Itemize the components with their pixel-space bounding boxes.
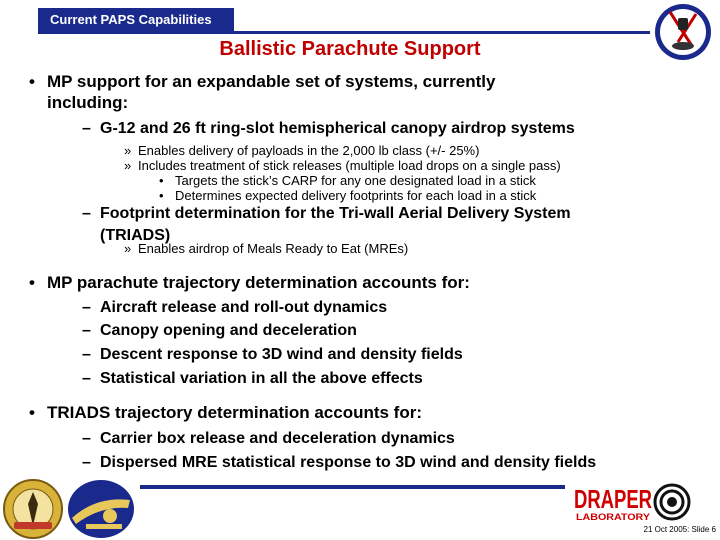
natick-soldier-center-icon bbox=[66, 478, 136, 540]
bullet-glyph: • bbox=[159, 173, 164, 188]
dash-glyph: – bbox=[82, 370, 91, 387]
subbullet-text: Carrier box release and deceleration dynamics bbox=[100, 430, 455, 447]
detail-payload-class bbox=[124, 143, 480, 158]
subbullet-text-line: (TRIADS) bbox=[100, 227, 171, 244]
dash-glyph: – bbox=[82, 299, 91, 316]
detail-text: Determines expected delivery footprints for each load in a stick bbox=[175, 188, 537, 203]
bullet-text: MP parachute trajectory determination accounts for: bbox=[47, 273, 470, 292]
draper-laboratory-logo bbox=[572, 482, 692, 524]
subbullet-item bbox=[82, 320, 357, 342]
dash-glyph: – bbox=[82, 322, 91, 339]
subbullet-text: Aircraft release and roll-out dynamics bbox=[100, 299, 388, 316]
header-tab: Current PAPS Capabilities bbox=[38, 8, 234, 31]
subbullet-item bbox=[82, 368, 423, 390]
bullet-text: TRIADS trajectory determination accounts for: bbox=[47, 403, 423, 422]
bullet-glyph: • bbox=[159, 188, 164, 203]
subbullet-text: G-12 and 26 ft ring-slot hemispherical canopy airdrop systems bbox=[100, 120, 575, 137]
subbullet-g12-canopy bbox=[82, 118, 575, 140]
chevron-glyph: » bbox=[124, 158, 132, 173]
dash-glyph: – bbox=[82, 205, 91, 222]
subbullet-text: Descent response to 3D wind and density fields bbox=[100, 346, 463, 363]
subbullet-item bbox=[82, 452, 597, 474]
detail-mre bbox=[124, 241, 409, 256]
dash-glyph: – bbox=[82, 454, 91, 471]
chevron-glyph: » bbox=[124, 241, 132, 256]
subbullet-text: Statistical variation in all the above effects bbox=[100, 370, 423, 387]
slide-title: Ballistic Parachute Support bbox=[219, 38, 481, 60]
chevron-glyph: » bbox=[124, 143, 132, 158]
detail-stick-releases bbox=[124, 158, 561, 173]
subbullet-item bbox=[82, 428, 455, 450]
bullet-mp-support bbox=[29, 71, 496, 113]
target-rings-icon bbox=[655, 485, 689, 519]
slide-footer: 21 Oct 2005: Slide 6 bbox=[643, 525, 716, 534]
dash-glyph: – bbox=[82, 120, 91, 137]
detail-text: Enables airdrop of Meals Ready to Eat (MREs) bbox=[138, 241, 409, 256]
dash-glyph: – bbox=[82, 346, 91, 363]
bullet-glyph: • bbox=[29, 273, 35, 292]
dash-glyph: – bbox=[82, 430, 91, 447]
subbullet-item bbox=[82, 344, 463, 366]
detail-text: Enables delivery of payloads in the 2,000 lb class (+/- 25%) bbox=[138, 143, 480, 158]
bullet-glyph: • bbox=[29, 72, 35, 91]
bullet-mp-trajectory bbox=[29, 272, 470, 293]
subbullet-item bbox=[82, 297, 388, 319]
svg-text:LABORATORY: LABORATORY bbox=[576, 512, 650, 522]
bullet-glyph: • bbox=[29, 403, 35, 422]
detail-targets-carp bbox=[159, 173, 536, 188]
subbullet-text: Dispersed MRE statistical response to 3D wind and density fields bbox=[100, 454, 597, 471]
detail-footprints bbox=[159, 188, 537, 203]
subbullet-text-line: Footprint determination for the Tri-wall Aerial Delivery System bbox=[100, 205, 571, 222]
svg-text:DRAPER: DRAPER bbox=[574, 484, 653, 514]
detail-text: Targets the stick’s CARP for any one designated load in a stick bbox=[175, 173, 536, 188]
bullet-triads-trajectory bbox=[29, 402, 423, 423]
army-seal-icon bbox=[2, 478, 64, 540]
bottom-rule bbox=[140, 485, 565, 489]
header-rule bbox=[38, 31, 650, 34]
subbullet-text: Canopy opening and deceleration bbox=[100, 322, 357, 339]
bullet-text-line: MP support for an expandable set of systems, currently bbox=[47, 72, 496, 91]
detail-text: Includes treatment of stick releases (multiple load drops on a single pass) bbox=[138, 158, 561, 173]
bullet-text-line: including: bbox=[47, 93, 129, 112]
